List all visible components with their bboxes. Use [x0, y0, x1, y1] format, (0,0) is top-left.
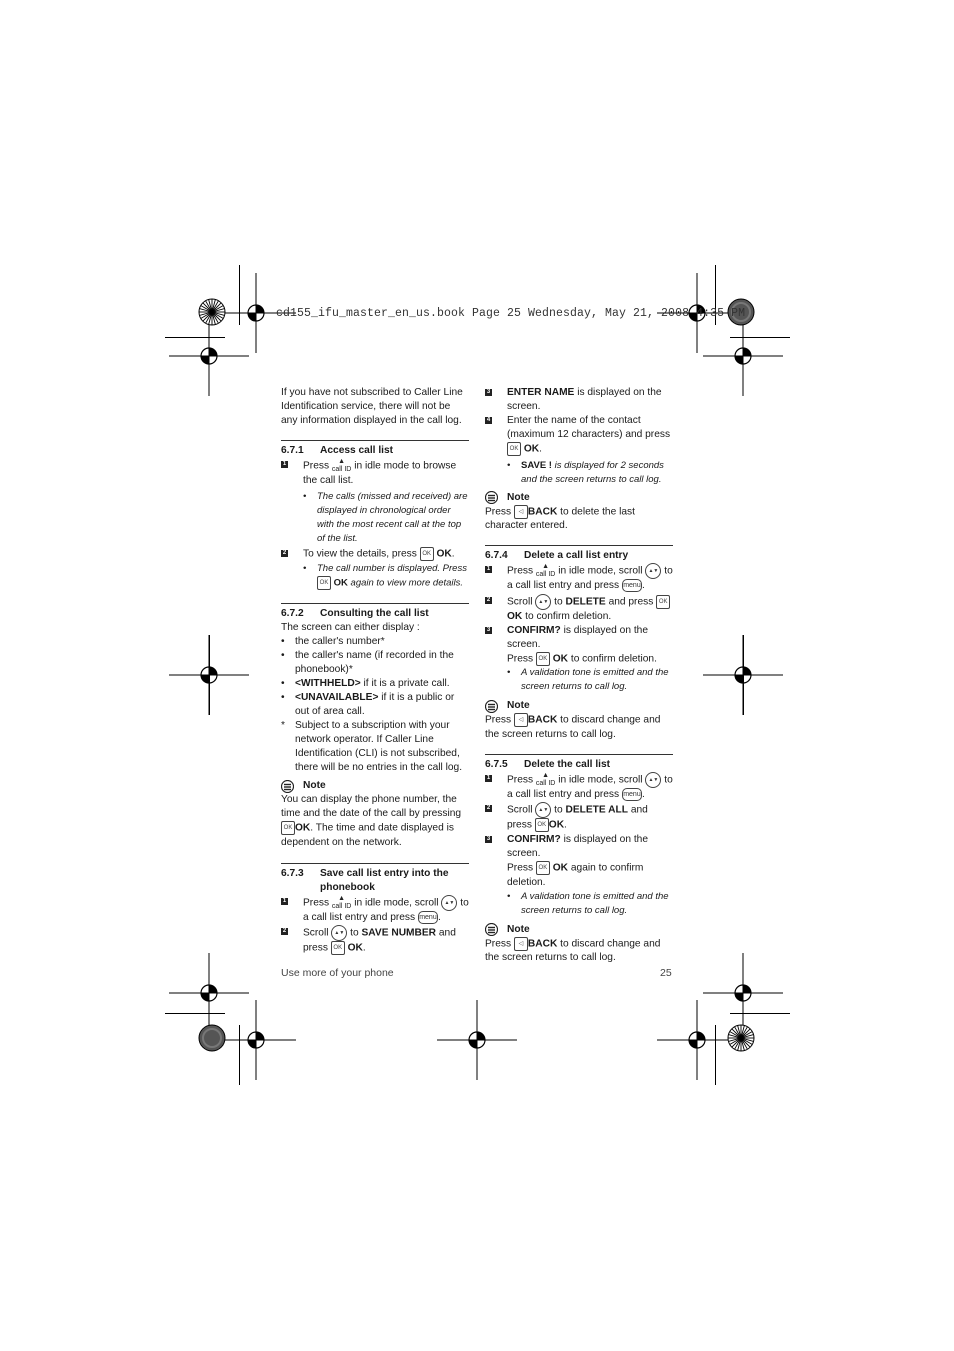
- step-bullet: • A validation tone is emitted and the screen returns to call log.: [507, 890, 669, 916]
- step-item: [281, 458, 469, 488]
- color-target-mark: [727, 1024, 755, 1052]
- step-number: 1: [282, 897, 287, 904]
- step-text: in idle mode to browse the call list.: [303, 460, 457, 486]
- step-number: 2: [282, 550, 287, 556]
- step-number: 3: [486, 626, 491, 633]
- crop-line: [165, 337, 225, 338]
- navigation-key-icon: ▲▼: [331, 925, 347, 941]
- navigation-key-icon: ▲▼: [441, 895, 457, 911]
- list-item: • <WITHHELD> if it is a private call.: [281, 678, 450, 690]
- section-6-7-1-heading: [281, 440, 469, 458]
- list-item: • the caller's number*: [281, 636, 385, 648]
- crop-line: [730, 1013, 790, 1014]
- note-heading: Note: [485, 923, 673, 937]
- registration-mark: [216, 1000, 296, 1080]
- crop-line: [239, 1025, 240, 1085]
- section-number: 6.7.5: [485, 758, 508, 770]
- call-id-key-icon: ▲ call ID: [535, 771, 556, 787]
- section-6-7-3-heading: [281, 863, 469, 895]
- book-header: cd155_ifu_master_en_us.book Page 25 Wednesday, May 21, 2008 4:35 PM: [276, 307, 746, 320]
- note-text: Press ◁ BACK to discard change and the screen returns to call log.: [485, 938, 661, 964]
- registration-mark: [437, 1000, 517, 1080]
- step-item: 3 ENTER NAME is displayed on the screen.: [486, 387, 662, 412]
- note-heading: Note: [485, 491, 673, 505]
- section-6-7-2-heading: [281, 603, 469, 621]
- note-text: You can display the phone number, the time and the date of the call by pressing OK OK. The time and date displayed is dependent on the network.: [281, 794, 462, 848]
- call-id-key-icon: ▲ call ID: [331, 458, 352, 473]
- navigation-key-icon: ▲▼: [645, 772, 661, 788]
- crop-line: [715, 1025, 716, 1085]
- menu-key-icon: menu: [622, 788, 642, 801]
- menu-key-icon: menu: [418, 911, 438, 924]
- ok-key-icon: OK: [331, 941, 345, 955]
- step-number: 1: [486, 774, 491, 781]
- ok-key-icon: OK: [420, 547, 434, 561]
- step-number: 1: [282, 461, 287, 467]
- step-bullet: • A validation tone is emitted and the screen returns to call log.: [507, 667, 669, 693]
- section-number: 6.7.1: [281, 445, 304, 456]
- menu-key-icon: menu: [622, 579, 642, 592]
- crop-line: [209, 635, 210, 715]
- note-heading: Note: [281, 779, 469, 793]
- ok-key-icon: OK: [535, 818, 549, 832]
- note-icon: [485, 700, 498, 713]
- step-item: 2 Scroll ▲▼ to DELETE and press OKOK to confirm deletion.: [485, 594, 673, 624]
- footnote: * Subject to a subscription with your network operator. If Caller Line Identification (CLI) is not subscribed, there will be no entries in the call log.: [281, 720, 463, 774]
- note-icon: [485, 923, 498, 936]
- crop-line: [165, 1013, 225, 1014]
- navigation-key-icon: ▲▼: [535, 594, 551, 610]
- intro-paragraph: If you have not subscribed to Caller Line Identification service, there will not be any information displayed in the call log.: [281, 387, 463, 426]
- ok-label: OK: [436, 548, 452, 560]
- navigation-key-icon: ▲▼: [645, 563, 661, 579]
- step-item: 3 CONFIRM? is displayed on the screen. Press OK OK again to confirm deletion.: [486, 833, 648, 888]
- section-title: Delete the call list: [524, 758, 611, 770]
- step-text: To view the details, press: [303, 548, 417, 560]
- section-number: 6.7.2: [281, 608, 304, 620]
- step-text: Press: [303, 460, 330, 472]
- section-6-7-4-heading: [485, 545, 673, 563]
- ok-key-icon: OK: [281, 821, 295, 835]
- section-title: Access call list: [320, 445, 394, 456]
- section-intro: The screen can either display :: [281, 622, 420, 634]
- note-text: Press ◁ BACK to discard change and the screen returns to call log.: [485, 714, 661, 740]
- step-item: 2 Scroll ▲▼ to DELETE ALL and press OK OK.: [485, 802, 673, 833]
- registration-mark: [169, 316, 249, 396]
- step-item: 2 To view the details, press OK OK.: [282, 548, 455, 560]
- crop-line: [239, 265, 240, 325]
- step-bullet: • The calls (missed and received) are displayed in chronological order with the most recent call at the top of the list.: [303, 491, 468, 544]
- step-number: 2: [282, 928, 287, 935]
- step-number: 3: [486, 835, 491, 842]
- step-bullet: • The call number is displayed. Press OK OK again to view more details.: [303, 562, 467, 589]
- section-title: Delete a call list entry: [524, 550, 629, 562]
- footer-section-name: Use more of your phone: [281, 967, 394, 979]
- note-icon: [485, 491, 498, 504]
- step-item: 2 Scroll ▲▼ to SAVE NUMBER and press OK OK.: [281, 925, 469, 956]
- ok-key-icon: OK: [656, 595, 670, 609]
- step-item: 1 Press ▲ call ID in idle mode, scroll ▲▼ to a call list entry and press menu.: [282, 894, 469, 924]
- navigation-key-icon: ▲▼: [535, 802, 551, 818]
- registration-mark: [657, 1000, 737, 1080]
- step-bullet: • SAVE ! is displayed for 2 seconds and the screen returns to call log.: [507, 459, 664, 485]
- step-number: 4: [486, 417, 491, 423]
- section-number: 6.7.4: [485, 550, 508, 562]
- step-number: 2: [486, 596, 491, 603]
- crop-line: [743, 635, 744, 715]
- step-number: 2: [486, 805, 491, 812]
- page-number: 25: [660, 967, 672, 979]
- section-title: Consulting the call list: [320, 608, 429, 620]
- ok-key-icon: OK: [536, 861, 550, 875]
- list-item: • <UNAVAILABLE> if it is a public or out of area call.: [281, 692, 455, 718]
- note-text: Press ◁ BACK to delete the last character entered.: [485, 506, 635, 532]
- call-id-key-icon: ▲ call ID: [535, 563, 556, 579]
- step-item: 1 Press ▲ call ID in idle mode, scroll ▲▼ to a call list entry and press menu.: [486, 771, 673, 801]
- back-key-icon: ◁: [514, 713, 528, 727]
- color-target-mark: [198, 1024, 226, 1052]
- ok-key-icon: OK: [536, 652, 550, 666]
- registration-mark: [703, 316, 783, 396]
- step-number: 1: [486, 566, 491, 573]
- left-column: [281, 386, 469, 956]
- section-title: Save call list entry into the phonebook: [320, 867, 449, 893]
- color-target-mark: [198, 298, 226, 326]
- ok-key-icon: OK: [507, 442, 521, 456]
- note-icon: [281, 780, 294, 793]
- back-key-icon: ◁: [514, 505, 528, 519]
- crop-line: [730, 337, 790, 338]
- right-column: [485, 386, 673, 965]
- step-item: 1 Press ▲ call ID in idle mode, scroll ▲▼ to a call list entry and press menu.: [486, 563, 673, 592]
- section-number: 6.7.3: [281, 867, 304, 879]
- call-id-key-icon: ▲ call ID: [331, 894, 352, 910]
- step-item: 3 CONFIRM? is displayed on the screen. Press OK OK to confirm deletion.: [486, 624, 657, 665]
- step-item: 4 Enter the name of the contact (maximum 12 characters) and press OK OK.: [486, 415, 671, 455]
- back-key-icon: ◁: [514, 937, 528, 951]
- note-heading: Note: [485, 699, 673, 713]
- list-item: • the caller's name (if recorded in the phonebook)*: [281, 650, 454, 676]
- section-6-7-5-heading: [485, 754, 673, 772]
- ok-key-icon: OK: [317, 576, 331, 590]
- step-number: 3: [486, 389, 491, 395]
